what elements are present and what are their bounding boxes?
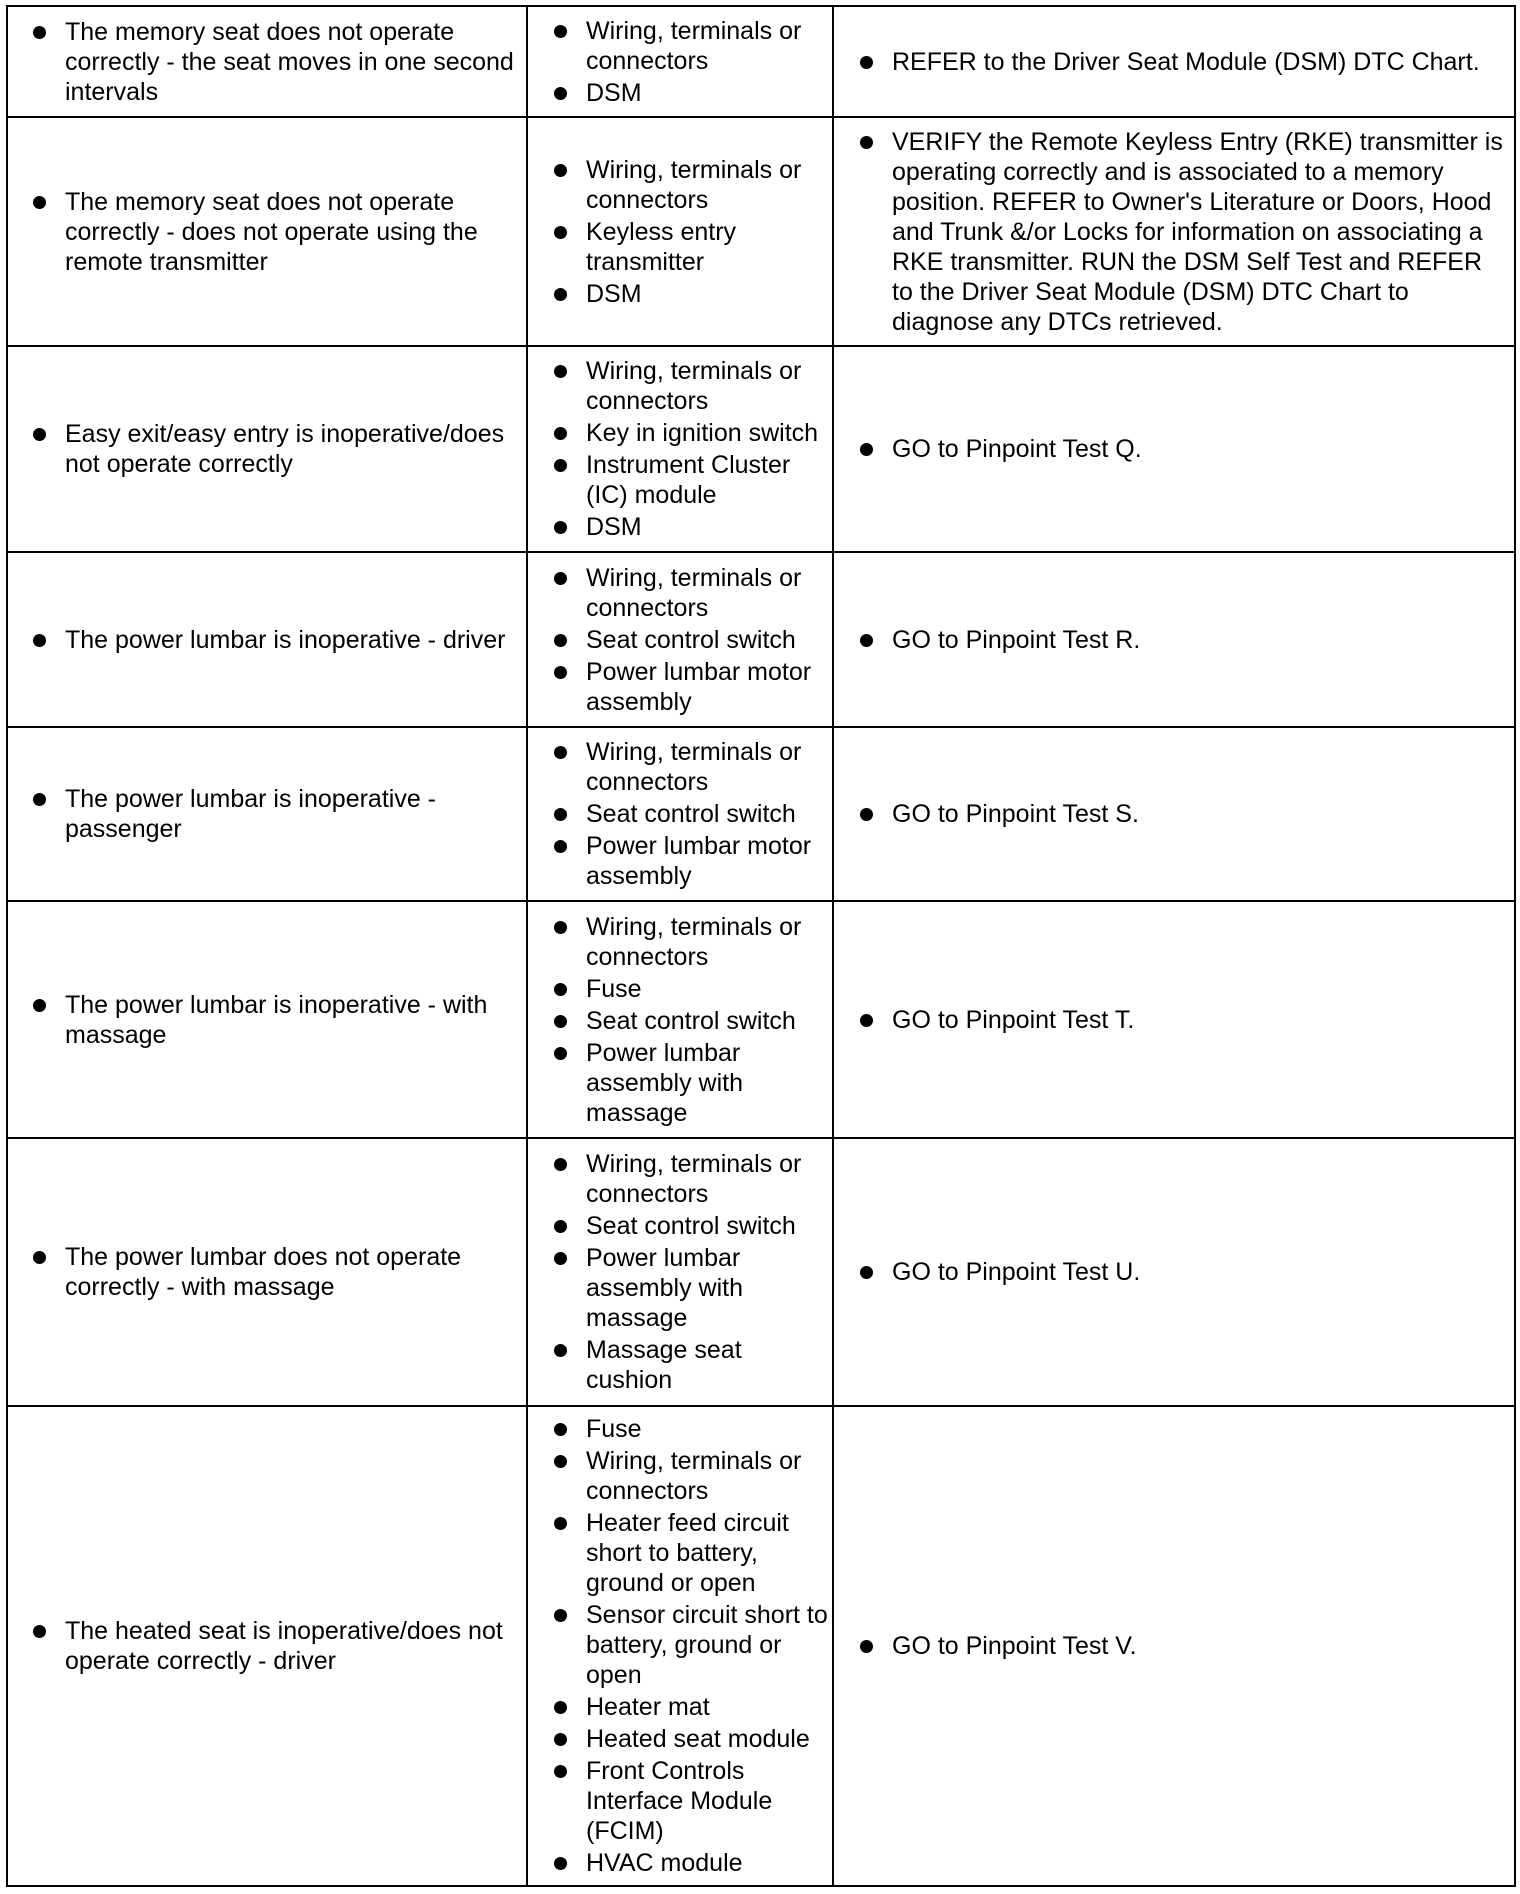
source-item: DSM — [586, 78, 828, 108]
possible-sources-cell — [527, 346, 833, 552]
source-item: Key in ignition switch — [586, 418, 828, 448]
symptom-cell — [7, 901, 527, 1138]
symptom-text: The power lumbar does not operate correctly - with massage — [65, 1242, 520, 1302]
source-item: Power lumbar assembly with massage — [586, 1038, 828, 1128]
action-cell — [833, 6, 1515, 117]
symptom-text: The heated seat is inoperative/does not operate correctly - driver — [65, 1616, 520, 1676]
possible-sources-cell — [527, 1406, 833, 1886]
table-row — [7, 6, 1515, 117]
source-item: Instrument Cluster (IC) module — [586, 450, 828, 510]
action-cell — [833, 1406, 1515, 1886]
action-text: GO to Pinpoint Test V. — [892, 1631, 1508, 1661]
source-item: HVAC module — [586, 1848, 828, 1878]
possible-sources-cell — [527, 727, 833, 901]
source-item: Wiring, terminals or connectors — [586, 737, 828, 797]
action-cell — [833, 901, 1515, 1138]
source-item: Power lumbar assembly with massage — [586, 1243, 828, 1333]
table-row — [7, 1138, 1515, 1406]
source-item: Wiring, terminals or connectors — [586, 1149, 828, 1209]
source-item: Wiring, terminals or connectors — [586, 356, 828, 416]
symptom-cell — [7, 552, 527, 727]
symptom-cell — [7, 117, 527, 346]
action-cell — [833, 727, 1515, 901]
table-row — [7, 117, 1515, 346]
source-item: Power lumbar motor assembly — [586, 657, 828, 717]
source-item: Wiring, terminals or connectors — [586, 1446, 828, 1506]
source-item: Massage seat cushion — [586, 1335, 828, 1395]
symptom-cell — [7, 6, 527, 117]
symptom-text: Easy exit/easy entry is inoperative/does not operate correctly — [65, 419, 520, 479]
action-text: GO to Pinpoint Test R. — [892, 625, 1508, 655]
source-item: Heater feed circuit short to battery, ground or open — [586, 1508, 828, 1598]
source-item: Power lumbar motor assembly — [586, 831, 828, 891]
source-item: Seat control switch — [586, 1006, 828, 1036]
action-text: GO to Pinpoint Test Q. — [892, 434, 1508, 464]
symptom-text: The memory seat does not operate correctly - the seat moves in one second intervals — [65, 17, 520, 107]
source-item: Seat control switch — [586, 799, 828, 829]
table-row — [7, 727, 1515, 901]
possible-sources-cell — [527, 1138, 833, 1406]
action-cell — [833, 552, 1515, 727]
source-item: Seat control switch — [586, 625, 828, 655]
source-item: Wiring, terminals or connectors — [586, 155, 828, 215]
source-item: Heated seat module — [586, 1724, 828, 1754]
symptom-cell — [7, 1406, 527, 1886]
source-item: Sensor circuit short to battery, ground or open — [586, 1601, 828, 1689]
action-text: GO to Pinpoint Test T. — [892, 1005, 1508, 1035]
possible-sources-cell — [527, 552, 833, 727]
table-row — [7, 1406, 1515, 1886]
table-row — [7, 901, 1515, 1138]
symptom-cell — [7, 1138, 527, 1406]
source-item: Heater mat — [586, 1692, 828, 1722]
source-item: Fuse — [586, 1414, 828, 1444]
symptom-text: The memory seat does not operate correctly - does not operate using the remote transmitter — [65, 187, 520, 277]
action-text: GO to Pinpoint Test U. — [892, 1257, 1508, 1287]
symptom-text: The power lumbar is inoperative - driver — [65, 625, 520, 655]
action-text: GO to Pinpoint Test S. — [892, 799, 1508, 829]
action-cell — [833, 346, 1515, 552]
source-item: Wiring, terminals or connectors — [586, 563, 828, 623]
table-row — [7, 346, 1515, 552]
symptom-cell — [7, 346, 527, 552]
possible-sources-cell — [527, 6, 833, 117]
symptom-chart-table — [6, 5, 1516, 1887]
source-item: Wiring, terminals or connectors — [586, 16, 828, 76]
source-item: DSM — [586, 512, 828, 542]
source-item: Wiring, terminals or connectors — [586, 912, 828, 972]
action-cell — [833, 117, 1515, 346]
source-item: DSM — [586, 279, 828, 309]
possible-sources-cell — [527, 901, 833, 1138]
action-text: REFER to the Driver Seat Module (DSM) DTC Chart. — [892, 47, 1508, 77]
symptom-cell — [7, 727, 527, 901]
source-item: Front Controls Interface Module (FCIM) — [586, 1756, 828, 1846]
source-item: Fuse — [586, 974, 828, 1004]
symptom-text: The power lumbar is inoperative - with massage — [65, 990, 520, 1050]
source-item: Keyless entry transmitter — [586, 217, 828, 277]
source-item: Seat control switch — [586, 1211, 828, 1241]
action-cell — [833, 1138, 1515, 1406]
table-row — [7, 552, 1515, 727]
possible-sources-cell — [527, 117, 833, 346]
symptom-text: The power lumbar is inoperative - passenger — [65, 784, 520, 844]
action-text: VERIFY the Remote Keyless Entry (RKE) transmitter is operating correctly and is associated to a memory position. REFER to Owner's Literature or Doors, Hood and Trunk &/or Locks for information on associating a RKE transmitter. RUN the DSM Self Test and REFER to the Driver Seat Module (DSM) DTC Chart to diagnose any DTCs retrieved. — [892, 127, 1508, 337]
